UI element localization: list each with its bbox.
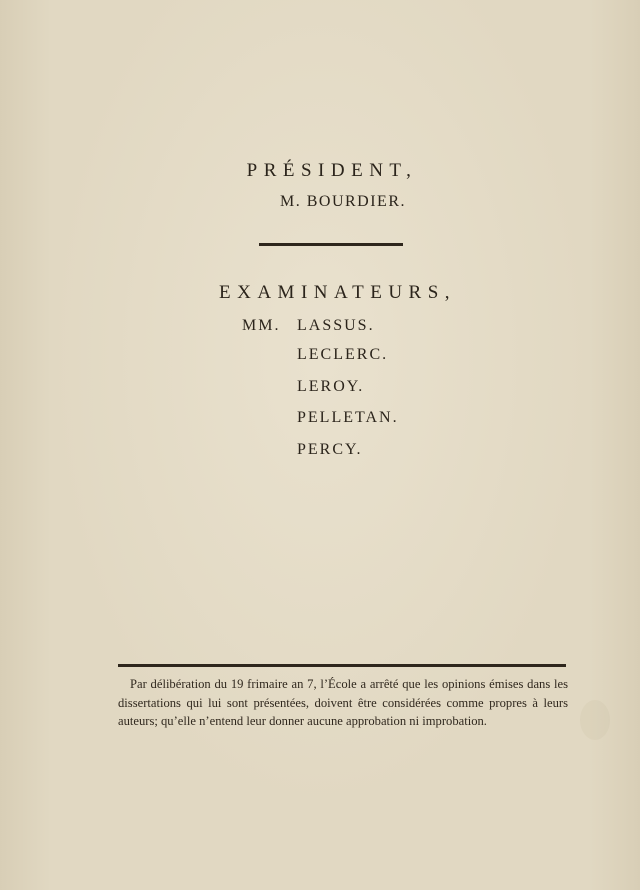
paper-stain bbox=[580, 700, 610, 740]
examiner-name-percy: PERCY. bbox=[297, 441, 363, 458]
examiner-name-leclerc: LECLERC. bbox=[297, 346, 389, 363]
president-heading: PRÉSIDENT, bbox=[246, 160, 418, 181]
notice-paragraph: Par délibération du 19 frimaire an 7, l’École a arrêté que les opinions émises dans les dissertations qui lui sont présentées, doivent être considérées comme propres à leurs auteurs; qu’elle n’entend leur donner aucune approbation ni improbation. bbox=[118, 677, 568, 728]
president-name: M. BOURDIER. bbox=[279, 193, 406, 210]
section-divider bbox=[259, 243, 403, 246]
examiner-name-pelletan: PELLETAN. bbox=[297, 409, 399, 426]
examiner-name-lassus: LASSUS. bbox=[297, 317, 375, 334]
examiner-name-leroy: LEROY. bbox=[297, 378, 365, 395]
notice-divider bbox=[118, 664, 566, 667]
examinateurs-heading: EXAMINATEURS, bbox=[219, 282, 457, 303]
examinateurs-prefix: MM. bbox=[242, 317, 281, 334]
